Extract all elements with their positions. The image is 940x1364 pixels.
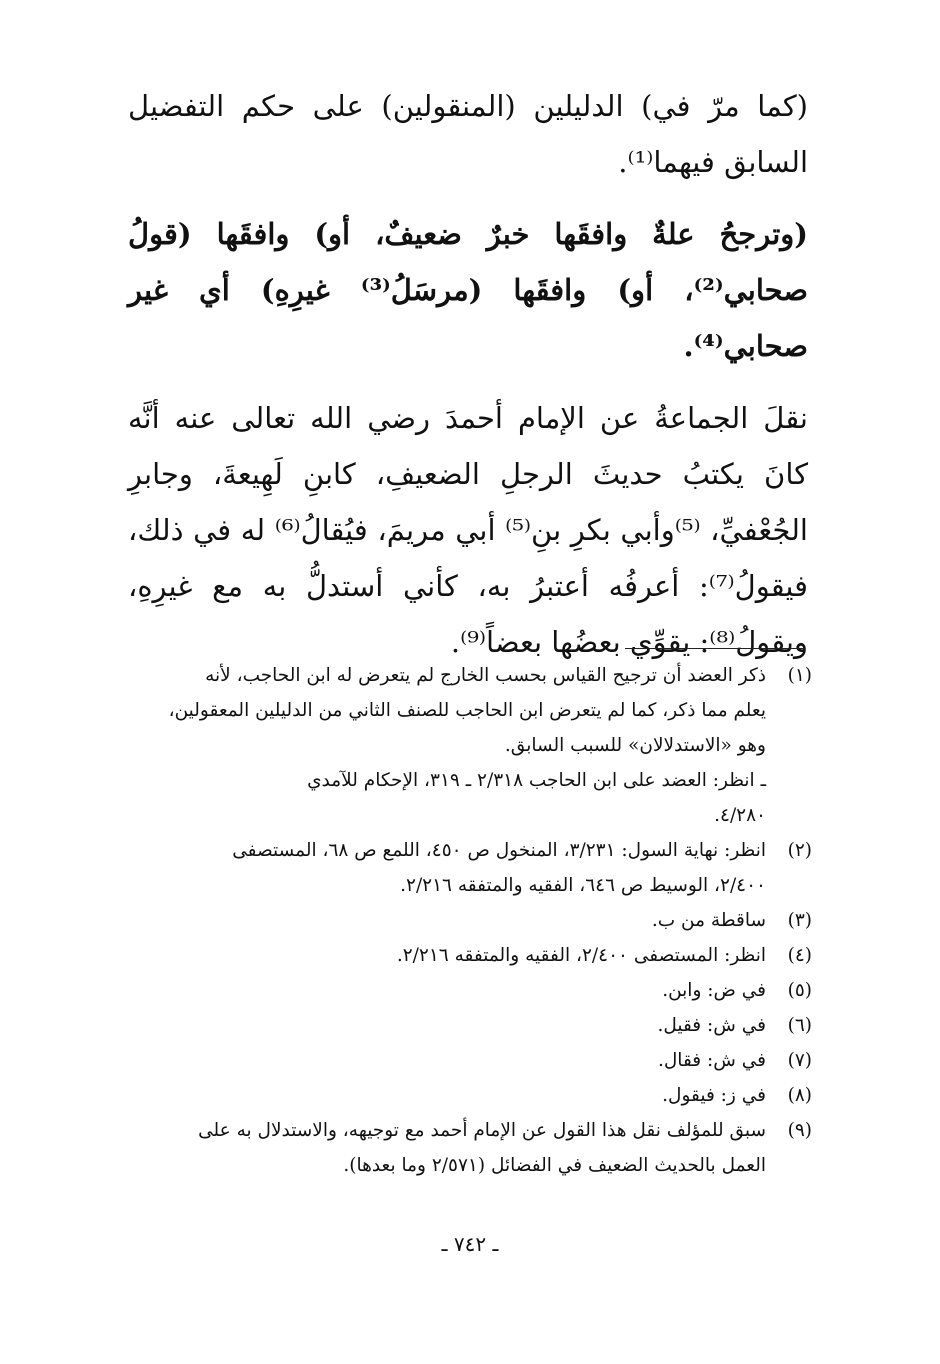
footnote-5 <box>128 973 812 1008</box>
footnote-number: (٧) <box>787 1050 812 1071</box>
page-number: ـ ٧٤٢ ـ <box>441 1232 499 1256</box>
footnote-2 <box>128 833 812 903</box>
footnote-7 <box>128 1043 812 1078</box>
paragraph-2: (وترجحُ علةٌ وافقَها خبرٌ ضعيفٌ، أو) وافقَها (قولُ صحابي⁽²⁾، أو) وافقَها (مرسَلُ⁽³⁾ غيرِهِ) أي غير صحابي⁽⁴⁾. <box>128 217 808 363</box>
footnote-line: في ش: فقيل. <box>657 1015 766 1036</box>
footnote-number: (٣) <box>787 910 812 931</box>
footnote-line: وهو «الاستدلالان» للسبب السابق. <box>504 735 766 756</box>
footnote-number: (٩) <box>787 1120 812 1141</box>
footnote-number: (١) <box>787 665 812 686</box>
footnote-8 <box>128 1078 812 1113</box>
footnote-line: يعلم مما ذكر، كما لم يتعرض ابن الحاجب للصنف الثاني من الدليلين المعقولين، <box>168 700 766 721</box>
footnote-line: انظر: نهاية السول: ٣/٢٣١، المنخول ص ٤٥٠، اللمع ص ٦٨، المستصفى <box>232 840 766 861</box>
footnote-number: (٢) <box>787 840 812 861</box>
footnote-number: (٥) <box>787 980 812 1001</box>
footnote-line: ـ انظر: العضد على ابن الحاجب ٢/٣١٨ ـ ٣١٩، الإحكام للآمدي <box>307 770 766 791</box>
footnote-line: العمل بالحديث الضعيف في الفضائل (٢/٥٧١ وما بعدها). <box>343 1155 766 1176</box>
footnote-line: ٤/٢٨٠. <box>714 805 766 826</box>
footnote-line: في ش: فقال. <box>657 1050 766 1071</box>
main-text <box>128 78 808 670</box>
footnote-3 <box>128 903 812 938</box>
paragraph-1: (كما مرّ في) الدليلين (المنقولين) على حكم التفضيل السابق فيهما⁽¹⁾. <box>128 89 808 179</box>
footnote-6 <box>128 1008 812 1043</box>
footnote-line: سبق للمؤلف نقل هذا القول عن الإمام أحمد مع توجيهه، والاستدلال به على <box>198 1120 766 1141</box>
footnote-line: ذكر العضد أن ترجيح القياس بحسب الخارج لم يتعرض له ابن الحاجب، لأنه <box>205 665 766 686</box>
paragraph-3: نقلَ الجماعةُ عن الإمام أحمدَ رضي الله تعالى عنه أنَّه كانَ يكتبُ حديثَ الرجلِ الضعيفِ، كابنِ لَهِيعةَ، وجابرِ الجُعْفيِّ، ⁽⁵⁾وأبي بكرِ بنِ⁽⁵⁾ أبي مريمَ، فيُقالُ⁽⁶⁾ له في ذلك، فيقولُ⁽⁷⁾: أعرفُه أعتبرُ به، كأني أستدلُّ به مع غيرِهِ، ويقولُ⁽⁸⁾: يقوِّي بعضُها بعضاً⁽⁹⁾. <box>128 401 808 659</box>
footnote-4 <box>128 938 812 973</box>
footnote-number: (٤) <box>787 945 812 966</box>
footnote-line: في ز: فيقول. <box>662 1085 766 1106</box>
footnote-separator <box>625 648 805 649</box>
footnote-line: انظر: المستصفى ٢/٤٠٠، الفقيه والمتفقه ٢/٢١٦. <box>396 945 766 966</box>
footnote-number: (٦) <box>787 1015 812 1036</box>
footnote-line: ٢/٤٠٠، الوسيط ص ٦٤٦، الفقيه والمتفقه ٢/٢١٦. <box>400 875 766 896</box>
footnote-number: (٨) <box>787 1085 812 1106</box>
footnote-9 <box>128 1113 812 1183</box>
footnote-line: في ض: وابن. <box>662 980 766 1001</box>
footnotes <box>128 658 812 1183</box>
footnote-line: ساقطة من ب. <box>651 910 766 931</box>
footnote-1 <box>128 658 812 833</box>
